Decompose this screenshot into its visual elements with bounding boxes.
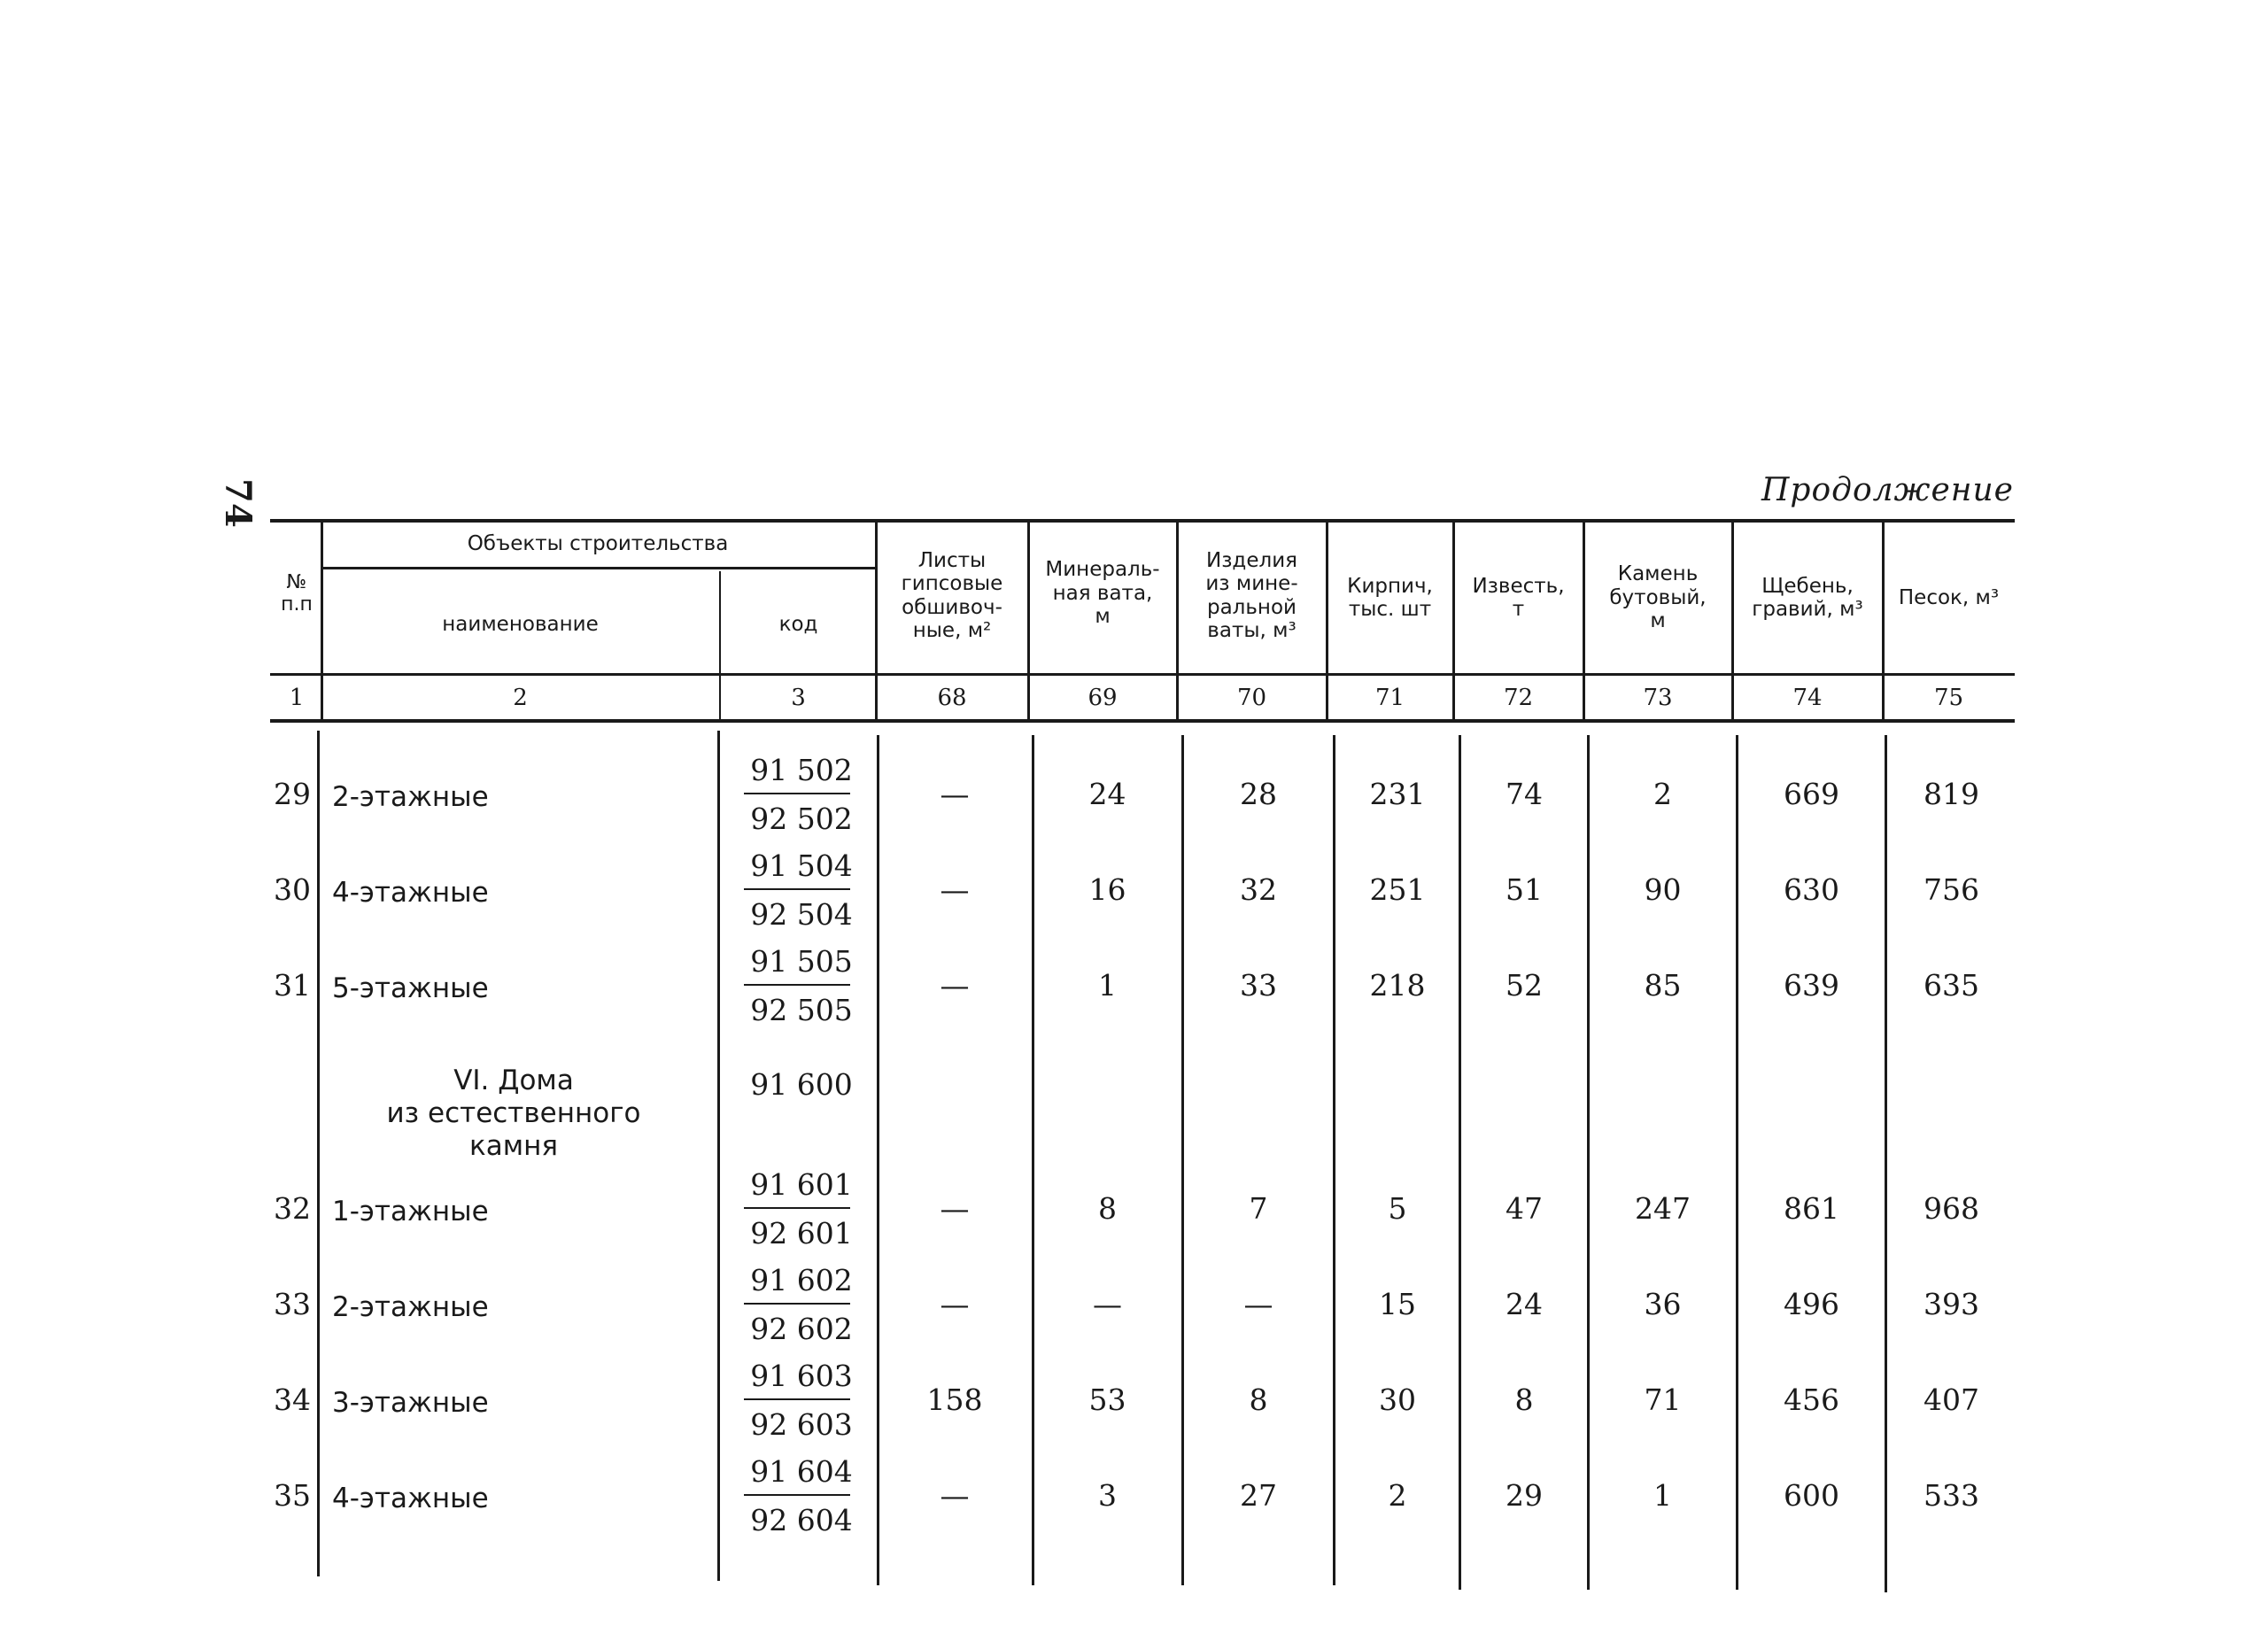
body-divider [1032,735,1034,1585]
value-cell: 968 [1924,1191,1979,1226]
code-fraction-line [744,1303,850,1305]
code-top: 91 602 [750,1263,853,1297]
value-cell: 74 [1506,777,1543,811]
continuation-label: Продолжение [1761,472,2014,508]
value-cell: 90 [1644,872,1682,907]
header-col-73: Камень бутовый, м [1609,562,1707,633]
body-divider [877,735,879,1585]
value-cell: 24 [1088,777,1126,811]
row-name: 5-этажные [332,972,489,1004]
column-number: 1 [289,685,305,711]
code-fraction-line [744,1207,850,1209]
value-cell: 53 [1088,1382,1126,1417]
body-divider [717,731,720,1581]
body-divider [1587,735,1590,1590]
value-cell: 218 [1369,968,1426,1003]
page-number: 74 [216,478,259,528]
value-cell: — [940,777,970,811]
colnum-bottom-rule [270,719,2015,723]
row-number: 30 [274,872,311,907]
code-top: 91 504 [750,848,853,883]
row-number: 29 [274,777,311,811]
body-divider [1333,735,1335,1585]
value-cell: 756 [1924,872,1979,907]
header-row-num: № п.п [281,570,313,616]
row-number: 31 [274,968,311,1003]
code-top: 91 502 [750,753,853,787]
value-cell: 2 [1653,777,1672,811]
row-name: 4-этажные [332,1483,489,1514]
value-cell: 1 [1653,1478,1672,1513]
value-cell: 5 [1388,1191,1407,1226]
header-divider [719,571,721,722]
value-cell: 251 [1369,872,1426,907]
header-code: код [778,612,818,636]
header-col-74: Щебень, гравий, м³ [1752,574,1863,621]
value-cell: 393 [1924,1287,1979,1321]
column-number: 73 [1643,685,1673,711]
body-divider [1736,735,1738,1590]
value-cell: 819 [1924,777,1979,811]
value-cell: 456 [1784,1382,1839,1417]
row-number: 34 [274,1382,311,1417]
table-top-rule [270,519,2015,523]
section-heading [372,1065,655,1163]
code-top: 91 604 [750,1454,853,1489]
value-cell: 600 [1784,1478,1839,1513]
value-cell: 407 [1924,1382,1979,1417]
value-cell: 24 [1506,1287,1543,1321]
value-cell: 28 [1240,777,1277,811]
code-bottom: 92 601 [750,1216,853,1251]
code-fraction-line [744,1398,850,1400]
value-cell: 30 [1379,1382,1416,1417]
value-cell: 16 [1088,872,1126,907]
body-divider [317,731,320,1576]
value-cell: — [940,968,970,1003]
value-cell: 639 [1784,968,1839,1003]
code-bottom: 92 603 [750,1407,853,1442]
value-cell: — [940,1191,970,1226]
header-col-71: Кирпич, тыс. шт [1347,574,1433,621]
code-top: 91 603 [750,1359,853,1393]
column-number: 72 [1503,685,1534,711]
value-cell: 32 [1240,872,1277,907]
row-number: 33 [274,1287,311,1321]
code-bottom: 92 604 [750,1503,853,1537]
value-cell: 15 [1379,1287,1416,1321]
column-number: 71 [1374,685,1405,711]
value-cell: — [940,1287,970,1321]
value-cell: 231 [1369,777,1426,811]
value-cell: 2 [1388,1478,1407,1513]
value-cell: 630 [1784,872,1839,907]
header-bottom-rule [270,673,2015,676]
header-objects: Объекты строительства [467,532,729,556]
body-divider [1181,735,1184,1585]
value-cell: 8 [1098,1191,1117,1226]
value-cell: 247 [1635,1191,1691,1226]
code-bottom: 92 504 [750,897,853,932]
section-line-1: VI. Дома [453,1065,574,1096]
value-cell: 1 [1098,968,1117,1003]
row-name: 2-этажные [332,1291,489,1323]
value-cell: 533 [1924,1478,1979,1513]
row-name: 4-этажные [332,877,489,909]
value-cell: 669 [1784,777,1839,811]
header-col-70: Изделия из мине- ральной ваты, м³ [1205,548,1298,642]
code-bottom: 92 602 [750,1312,853,1346]
code-top: 91 505 [750,944,853,979]
section-line-2: из естественного [386,1097,641,1129]
code-top: 91 601 [750,1167,853,1202]
code-bottom: 92 505 [750,993,853,1027]
header-col-69: Минераль- ная вата, м [1045,558,1160,629]
column-number: 3 [791,685,806,711]
body-divider [1459,735,1461,1590]
value-cell: — [940,1478,970,1513]
header-col-68: Листы гипсовые обшивоч- ные, м² [901,548,1003,642]
row-name: 1-этажные [332,1196,489,1227]
value-cell: — [1093,1287,1122,1321]
section-line-3: камня [468,1130,559,1162]
value-cell: — [940,872,970,907]
value-cell: 27 [1240,1478,1277,1513]
value-cell: 85 [1644,968,1682,1003]
objects-underline [323,567,877,569]
column-number: 75 [1933,685,1964,711]
value-cell: 8 [1249,1382,1268,1417]
code-fraction-line [744,984,850,986]
value-cell: 635 [1924,968,1979,1003]
value-cell: 71 [1644,1382,1682,1417]
header-col-75: Песок, м³ [1898,585,2000,609]
value-cell: 47 [1506,1191,1543,1226]
column-number: 69 [1088,685,1118,711]
value-cell: 33 [1240,968,1277,1003]
code-fraction-line [744,793,850,794]
value-cell: 51 [1506,872,1543,907]
column-number: 74 [1792,685,1823,711]
value-cell: 158 [926,1382,983,1417]
value-cell: 8 [1514,1382,1534,1417]
value-cell: 496 [1784,1287,1839,1321]
value-cell: 3 [1098,1478,1117,1513]
section-code: 91 600 [750,1067,853,1102]
value-cell: 7 [1249,1191,1268,1226]
row-number: 32 [274,1191,311,1226]
column-number: 68 [937,685,967,711]
column-number: 70 [1236,685,1267,711]
row-number: 35 [274,1478,311,1513]
value-cell: 29 [1506,1478,1543,1513]
body-divider [1885,735,1887,1592]
value-cell: — [1243,1287,1273,1321]
row-name: 3-этажные [332,1387,489,1419]
value-cell: 36 [1644,1287,1682,1321]
code-fraction-line [744,888,850,890]
header-col-72: Известь, т [1472,574,1565,621]
column-number: 2 [513,685,528,711]
row-name: 2-этажные [332,781,489,813]
code-fraction-line [744,1494,850,1496]
value-cell: 52 [1506,968,1543,1003]
code-bottom: 92 502 [750,802,853,836]
value-cell: 861 [1784,1191,1839,1226]
header-name: наименование [442,612,599,636]
